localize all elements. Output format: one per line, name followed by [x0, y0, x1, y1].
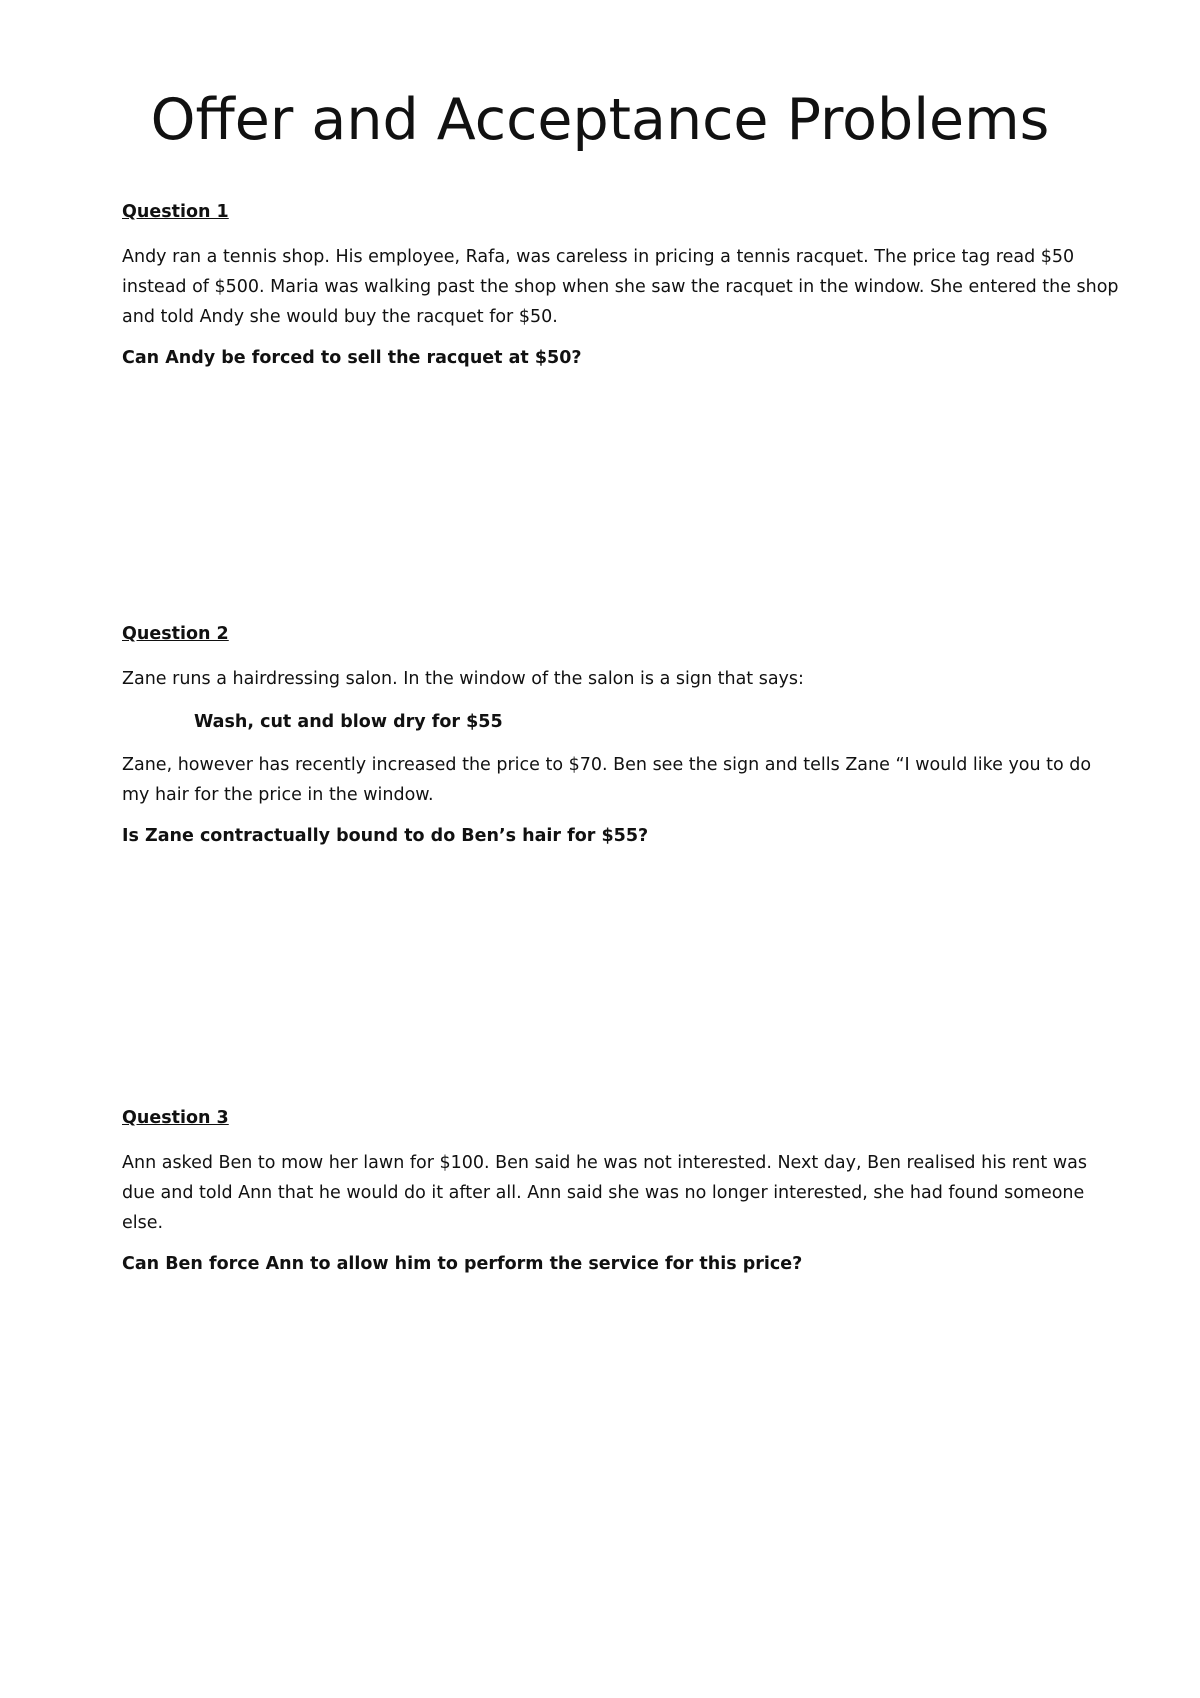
- question-heading: Question 3: [122, 1108, 229, 1128]
- question-body-continued: Zane, however has recently increased the price to $70. Ben see the sign and tells Zane “I would like you to do my hair for the price in the window.: [122, 755, 1092, 805]
- question-section-1: [122, 200, 1122, 370]
- question-prompt: Is Zane contractually bound to do Ben’s hair for $55?: [122, 826, 649, 846]
- question-section-2: [122, 622, 1122, 848]
- question-body: Zane runs a hairdressing salon. In the window of the salon is a sign that says:: [122, 669, 804, 689]
- question-prompt: Can Ben force Ann to allow him to perform the service for this price?: [122, 1254, 803, 1274]
- question-body: Andy ran a tennis shop. His employee, Rafa, was careless in pricing a tennis racquet. The price tag read $50 instead of $500. Maria was walking past the shop when she saw the racquet in the window. She entered the shop and told Andy she would buy the racquet for $50.: [122, 247, 1119, 327]
- window-sign-text: Wash, cut and blow dry for $55: [194, 712, 503, 732]
- question-section-3: [122, 1106, 1122, 1276]
- question-heading: Question 2: [122, 624, 229, 644]
- page-title: Offer and Acceptance Problems: [150, 87, 1050, 153]
- question-heading: Question 1: [122, 202, 229, 222]
- question-prompt: Can Andy be forced to sell the racquet at $50?: [122, 348, 582, 368]
- question-body: Ann asked Ben to mow her lawn for $100. Ben said he was not interested. Next day, Ben realised his rent was due and told Ann that he would do it after all. Ann said she was no longer interested, she had found someone else.: [122, 1153, 1087, 1233]
